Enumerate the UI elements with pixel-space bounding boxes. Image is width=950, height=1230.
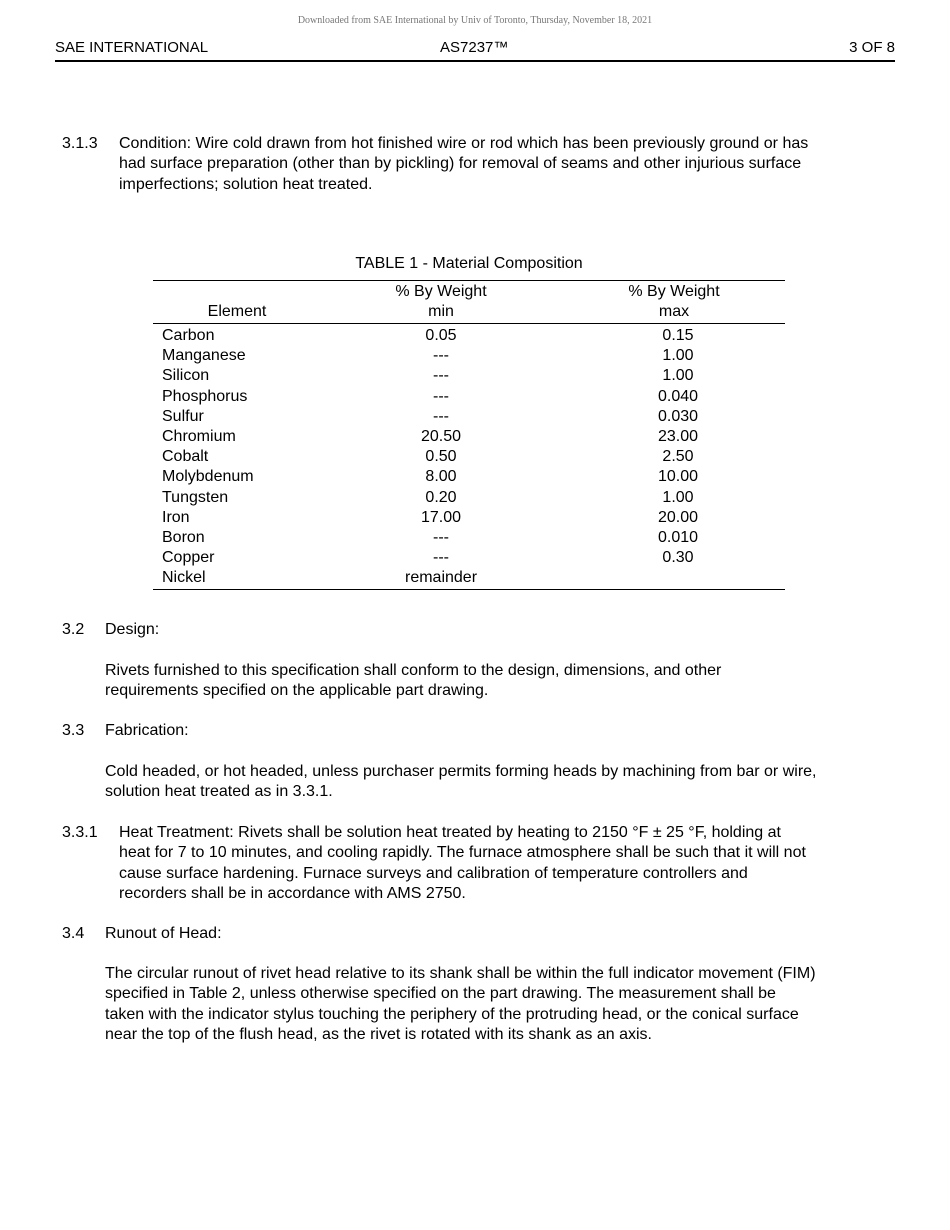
table-bottom-rule (153, 589, 785, 590)
cell-max: 1.00 (662, 488, 694, 506)
text-line: had surface preparation (other than by pickling) for removal of seams and other injurious surface (119, 155, 802, 173)
section-number: 3.3.1 (62, 824, 98, 841)
text-line: requirements specified on the applicable part drawing. (105, 682, 489, 700)
section-number: 3.3 (62, 722, 85, 739)
cell-element: Carbon (162, 327, 215, 344)
section-number: 3.1.3 (62, 135, 98, 152)
table-row (153, 488, 785, 508)
column-header-max (574, 282, 774, 322)
text-line: Condition: Wire cold drawn from hot finished wire or rod which has been previously ground or has (119, 135, 809, 152)
column-header-min-line2: min (428, 303, 454, 320)
cell-min: 8.00 (425, 468, 457, 486)
table-body (153, 326, 785, 588)
cell-element: Phosphorus (162, 387, 248, 405)
table-row (153, 508, 785, 528)
cell-element: Tungsten (162, 488, 229, 506)
text-line: recorders shall be in accordance with AMS 2750. (119, 884, 466, 902)
header-org: SAE INTERNATIONAL (55, 39, 209, 56)
table-row (153, 467, 785, 487)
column-header-min (341, 282, 541, 322)
cell-max: 0.030 (657, 407, 699, 425)
table-row (153, 326, 785, 346)
cell-max: 1.00 (662, 367, 694, 385)
cell-element: Manganese (162, 347, 246, 365)
text-line: The circular runout of rivet head relative to its shank shall be within the full indicator movement (FIM) (105, 965, 816, 982)
page-header (55, 38, 895, 58)
table-header-rule (153, 323, 785, 324)
table-row (153, 407, 785, 427)
cell-max: 0.010 (657, 528, 699, 546)
section-number: 3.4 (62, 925, 85, 942)
text-line: cause surface hardening. Furnace surveys and calibration of temperature controllers and (119, 864, 748, 882)
column-header-min-line1: % By Weight (395, 283, 487, 300)
cell-max: 0.30 (662, 549, 694, 567)
cell-max: 0.040 (657, 387, 699, 405)
table-row (153, 366, 785, 386)
table-row (153, 346, 785, 366)
cell-element: Boron (162, 528, 205, 546)
cell-min: --- (433, 387, 449, 405)
cell-min: --- (433, 347, 449, 365)
cell-element: Nickel (162, 569, 206, 587)
cell-min: 17.00 (420, 508, 462, 526)
cell-min: 20.50 (420, 427, 462, 445)
cell-min: --- (433, 549, 449, 567)
table-row (153, 568, 785, 588)
text-line: heat for 7 to 10 minutes, and cooling rapidly. The furnace atmosphere shall be such that it will not (119, 844, 806, 862)
text-line: imperfections; solution heat treated. (119, 175, 373, 193)
cell-element: Silicon (162, 367, 210, 385)
text-line: Rivets furnished to this specification shall conform to the design, dimensions, and other (105, 662, 722, 679)
cell-min: 0.20 (425, 488, 457, 506)
section-3-3-text (105, 762, 895, 803)
table-top-rule (153, 280, 785, 281)
table-row (153, 447, 785, 467)
table-row (153, 427, 785, 447)
cell-max: 23.00 (657, 427, 699, 445)
section-3-2-text (105, 661, 895, 702)
cell-element: Copper (162, 549, 215, 567)
download-note: Downloaded from SAE International by Univ of Toronto, Thursday, November 18, 2021 (297, 15, 653, 26)
cell-element: Iron (162, 508, 190, 526)
section-text (119, 823, 806, 904)
table-row (153, 387, 785, 407)
column-header-element: Element (207, 303, 267, 320)
table-title: TABLE 1 - Material Composition (355, 255, 583, 272)
cell-min: --- (433, 407, 449, 425)
section-heading: Runout of Head: (105, 925, 222, 942)
text-line: taken with the indicator stylus touching the periphery of the protruding head, or the conical surface (105, 1005, 799, 1023)
header-rule (55, 60, 895, 62)
cell-max: 2.50 (662, 448, 694, 466)
cell-max: 0.15 (662, 327, 694, 344)
cell-min: remainder (404, 569, 478, 587)
text-line: solution heat treated as in 3.3.1. (105, 783, 333, 801)
header-doc-id: AS7237™ (440, 39, 509, 56)
text-line: near the top of the flush head, as the rivet is rotated with its shank as an axis. (105, 1025, 652, 1043)
text-line: Cold headed, or hot headed, unless purchaser permits forming heads by machining from bar or wire, (105, 763, 817, 780)
cell-min: --- (433, 528, 449, 546)
cell-element: Sulfur (162, 407, 204, 425)
section-text (119, 134, 808, 195)
section-3-4-text (105, 964, 895, 1045)
cell-min: 0.05 (425, 327, 457, 344)
table-row (153, 548, 785, 568)
cell-element: Chromium (162, 427, 236, 445)
section-number: 3.2 (62, 621, 85, 638)
cell-max: 10.00 (657, 468, 699, 486)
cell-max: 1.00 (662, 347, 694, 365)
cell-min: 0.50 (425, 448, 457, 466)
text-line: Heat Treatment: Rivets shall be solution heat treated by heating to 2150 °F ± 25 °F, holding at (119, 824, 781, 841)
cell-max: 20.00 (657, 508, 699, 526)
cell-min: --- (433, 367, 449, 385)
section-heading: Fabrication: (105, 722, 189, 739)
cell-element: Molybdenum (162, 468, 254, 486)
table-row (153, 528, 785, 548)
column-header-max-line1: % By Weight (628, 283, 720, 300)
column-header-max-line2: max (658, 303, 690, 320)
cell-element: Cobalt (162, 448, 209, 466)
header-page-number: 3 OF 8 (849, 39, 895, 56)
section-heading: Design: (105, 621, 160, 638)
text-line: specified in Table 2, unless otherwise specified on the part drawing. The measurement shall be (105, 985, 776, 1003)
